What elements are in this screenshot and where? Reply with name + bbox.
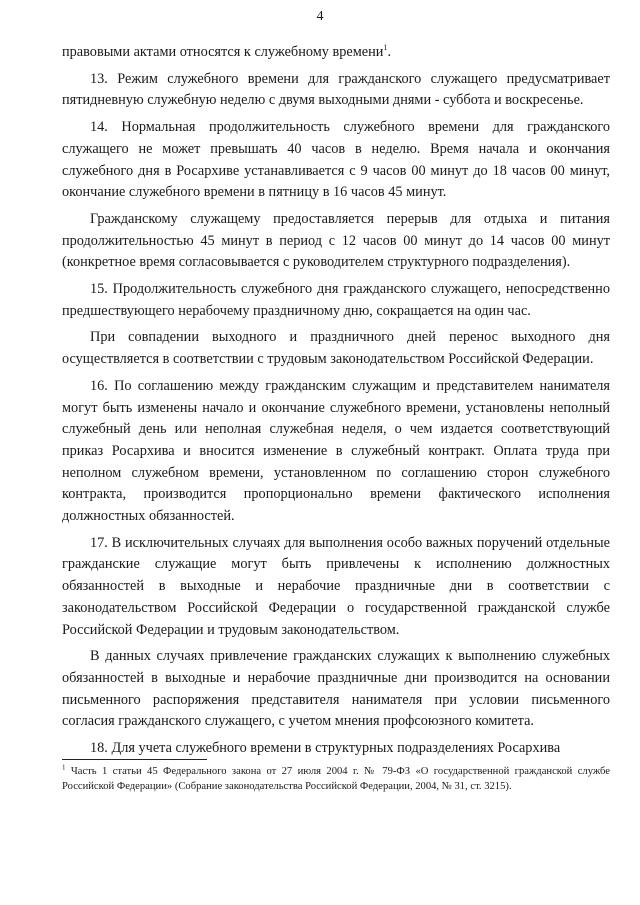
paragraph-text: правовыми актами относятся к служебному времени [62, 44, 384, 60]
footnote [62, 764, 610, 794]
footnote-marker: 1 [62, 763, 66, 772]
paragraph-holiday-transfer: При совпадении выходного и праздничного дней перенос выходного дня осуществляется в соответствии с трудовым законодательством Российской Федерации. [62, 329, 610, 368]
footnote-divider [62, 759, 207, 760]
paragraph-weekend-work: В данных случаях привлечение гражданских служащих к выполнению служебных обязанностей в выходные и нерабочие праздничные дни производится на основании письменного распоряжения представителя нанимателя при условии письменного согласия гражданского служащего, с учетом мнения профсоюзного комитета. [62, 648, 610, 730]
paragraph-18: 18. Для учета служебного времени в структурных подразделениях Росархива [90, 740, 561, 757]
paragraph-15: 15. Продолжительность служебного дня гражданского служащего, непосредственно предшествующего нерабочему праздничному дню, сокращается на один час. [62, 281, 610, 319]
document-body [62, 42, 610, 760]
paragraph-break-time: Гражданскому служащему предоставляется перерыв для отдыха и питания продолжительностью 45 минут в период с 12 часов 00 минут до 14 часов 00 минут (конкретное время согласовывается с руководителем структурного подразделения). [62, 210, 610, 271]
paragraph-14: 14. Нормальная продолжительность служебного времени для гражданского служащего не может превышать 40 часов в неделю. Время начала и окончания служебного дня в Росархиве устанавливается с 9 часов 00 минут до 18 часов 00 минут, окончание служебного времени в пятницу в 16 часов 45 минут. [62, 119, 610, 201]
paragraph-continuation [62, 42, 610, 64]
paragraph-17: 17. В исключительных случаях для выполнения особо важных поручений отдельные гражданские служащие могут быть привлечены к исполнению должностных обязанностей в выходные и нерабочие праздничные дни в соответствии с законодательством Российской Федерации о государственной гражданской службе Российской Федерации и трудовым законодательством. [62, 534, 610, 638]
footnote-text: Часть 1 статьи 45 Федерального закона от 27 июля 2004 г. № 79-ФЗ «О государственной гражданской службе Российской Федерации» (Собрание законодательства Российской Федерации, 2004, № 31, ст. 3215). [62, 766, 610, 792]
paragraph-13: 13. Режим служебного времени для гражданского служащего предусматривает пятидневную служебную неделю с двумя выходными днями - суббота и воскресенье. [62, 70, 610, 109]
page-number: 4 [316, 9, 324, 24]
paragraph-16: 16. По соглашению между гражданским служащим и представителем нанимателя могут быть изменены начало и окончание служебного времени, установлены неполный служебный день или неполная служебная неделя, о чем издается соответствующий приказ Росархива и вносится изменение в служебный контракт. Оплата труда при неполном служебном времени, установленном по соглашению сторон служебного контракта, производится пропорционально времени фактического исполнения должностных обязанностей. [62, 377, 610, 525]
sentence-end: . [387, 44, 392, 60]
footnote-reference: 1 [383, 43, 388, 53]
